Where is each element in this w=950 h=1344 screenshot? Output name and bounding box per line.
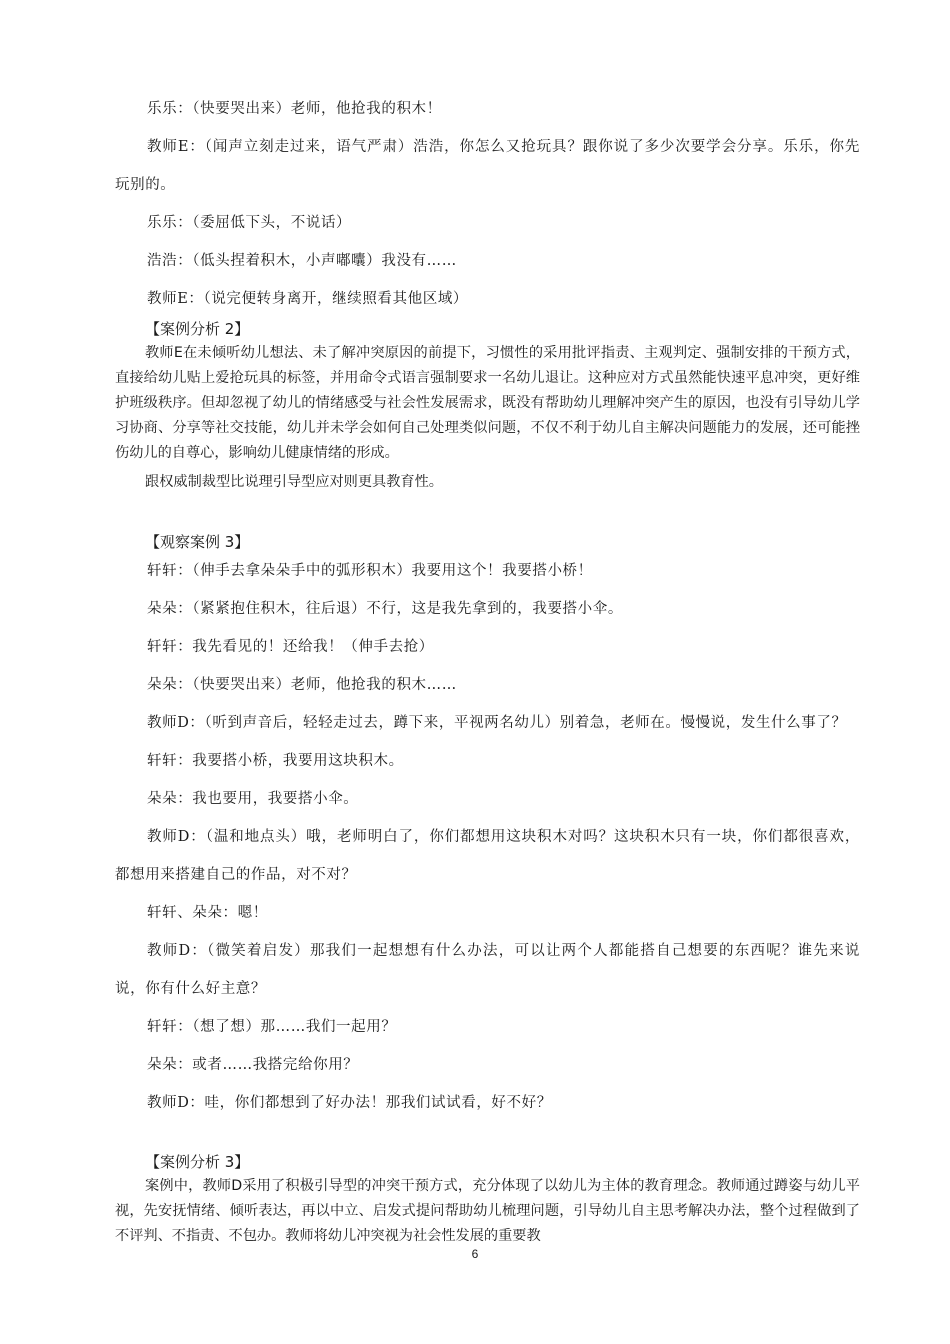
analysis-paragraph: 教师E在未倾听幼儿想法、未了解冲突原因的前提下，习惯性的采用批评指责、主观判定、强制安排的干预方式，直接给幼儿贴上爱抢玩具的标签，并用命令式语言强制要求一名幼儿退让。这种应对方式虽然能快速平息冲突，更好维护班级秩序。但却忽视了幼儿的情绪感受与社会性发展需求，既没有帮助幼儿理解冲突产生的原因，也没有引导幼儿学习协商、分享等社交技能，幼儿并未学会如何自己处理类似问题，不仅不利于幼儿自主解决问题能力的发展，还可能挫伤幼儿的自尊心，影响幼儿健康情绪的形成。: [115, 345, 860, 461]
dialogue-line: 轩轩：我先看见的！还给我！（伸手去抢）: [147, 639, 434, 655]
dialogue-line: 乐乐：（委屈低下头，不说话）: [147, 215, 352, 231]
dialogue-line: 朵朵：（紧紧抱住积木，往后退）不行，这是我先拿到的，我要搭小伞。: [147, 601, 623, 617]
case-analysis-2: [115, 317, 860, 495]
dialogue-line: 教师D：（听到声音后，轻轻走过去，蹲下来，平视两名幼儿）别着急，老师在。慢慢说，发生什么事了？: [147, 715, 847, 731]
case-analysis-3: [115, 1150, 860, 1249]
section-heading: 【观察案例 3】: [145, 533, 250, 551]
page-number: 6: [471, 1247, 479, 1261]
analysis-paragraph: 案例中，教师D采用了积极引导型的冲突干预方式，充分体现了以幼儿为主体的教育理念。教师通过蹲姿与幼儿平视，先安抚情绪、倾听表达，再以中立、启发式提问帮助幼儿梳理问题，引导幼儿自主思考解决办法，整个过程做到了不评判、不指责、不包办。教师将幼儿冲突视为社会性发展的重要教: [115, 1178, 860, 1244]
dialogue-line: 教师E：（闻声立刻走过来，语气严肃）浩浩，你怎么又抢玩具？跟你说了多少次要学会分享。乐乐，你先玩别的。: [115, 139, 860, 193]
section-heading: 【案例分析 2】: [145, 320, 250, 338]
dialogue-line: 浩浩：（低头捏着积木，小声嘟囔）我没有……: [147, 253, 457, 269]
dialogue-line: 教师D：（温和地点头）哦，老师明白了，你们都想用这块积木对吗？这块积木只有一块，你们都很喜欢，都想用来搭建自己的作品，对不对？: [115, 829, 860, 883]
dialogue-line: 朵朵：我也要用，我要搭小伞。: [147, 791, 359, 807]
dialogue-line: 教师D：哇，你们都想到了好办法！那我们试试看，好不好？: [147, 1095, 552, 1111]
dialogue-line: 轩轩、朵朵：嗯！: [147, 905, 268, 921]
dialogue-line: 轩轩：我要搭小桥，我要用这块积木。: [147, 753, 404, 769]
observation-case-3: [115, 530, 860, 554]
dialogue-line: 轩轩：（想了想）那……我们一起用？: [147, 1019, 397, 1035]
analysis-paragraph: 跟权威制裁型比说理引导型应对则更具教育性。: [145, 474, 443, 490]
dialogue-section-1: [115, 90, 860, 318]
dialogue-line: 乐乐：（快要哭出来）老师，他抢我的积木！: [147, 101, 442, 117]
dialogue-line: 轩轩：（伸手去拿朵朵手中的弧形积木）我要用这个！我要搭小桥！: [147, 563, 593, 579]
dialogue-line: 朵朵：（快要哭出来）老师，他抢我的积木……: [147, 677, 457, 693]
section-heading: 【案例分析 3】: [145, 1153, 250, 1171]
dialogue-line: 朵朵：或者……我搭完给你用？: [147, 1057, 359, 1073]
dialogue-line: 教师E：（说完便转身离开，继续照看其他区域）: [147, 291, 469, 307]
dialogue-line: 教师D：（微笑着启发）那我们一起想想有什么办法，可以让两个人都能搭自己想要的东西呢？谁先来说说，你有什么好主意？: [115, 943, 860, 997]
dialogue-section-3: [115, 552, 860, 1122]
